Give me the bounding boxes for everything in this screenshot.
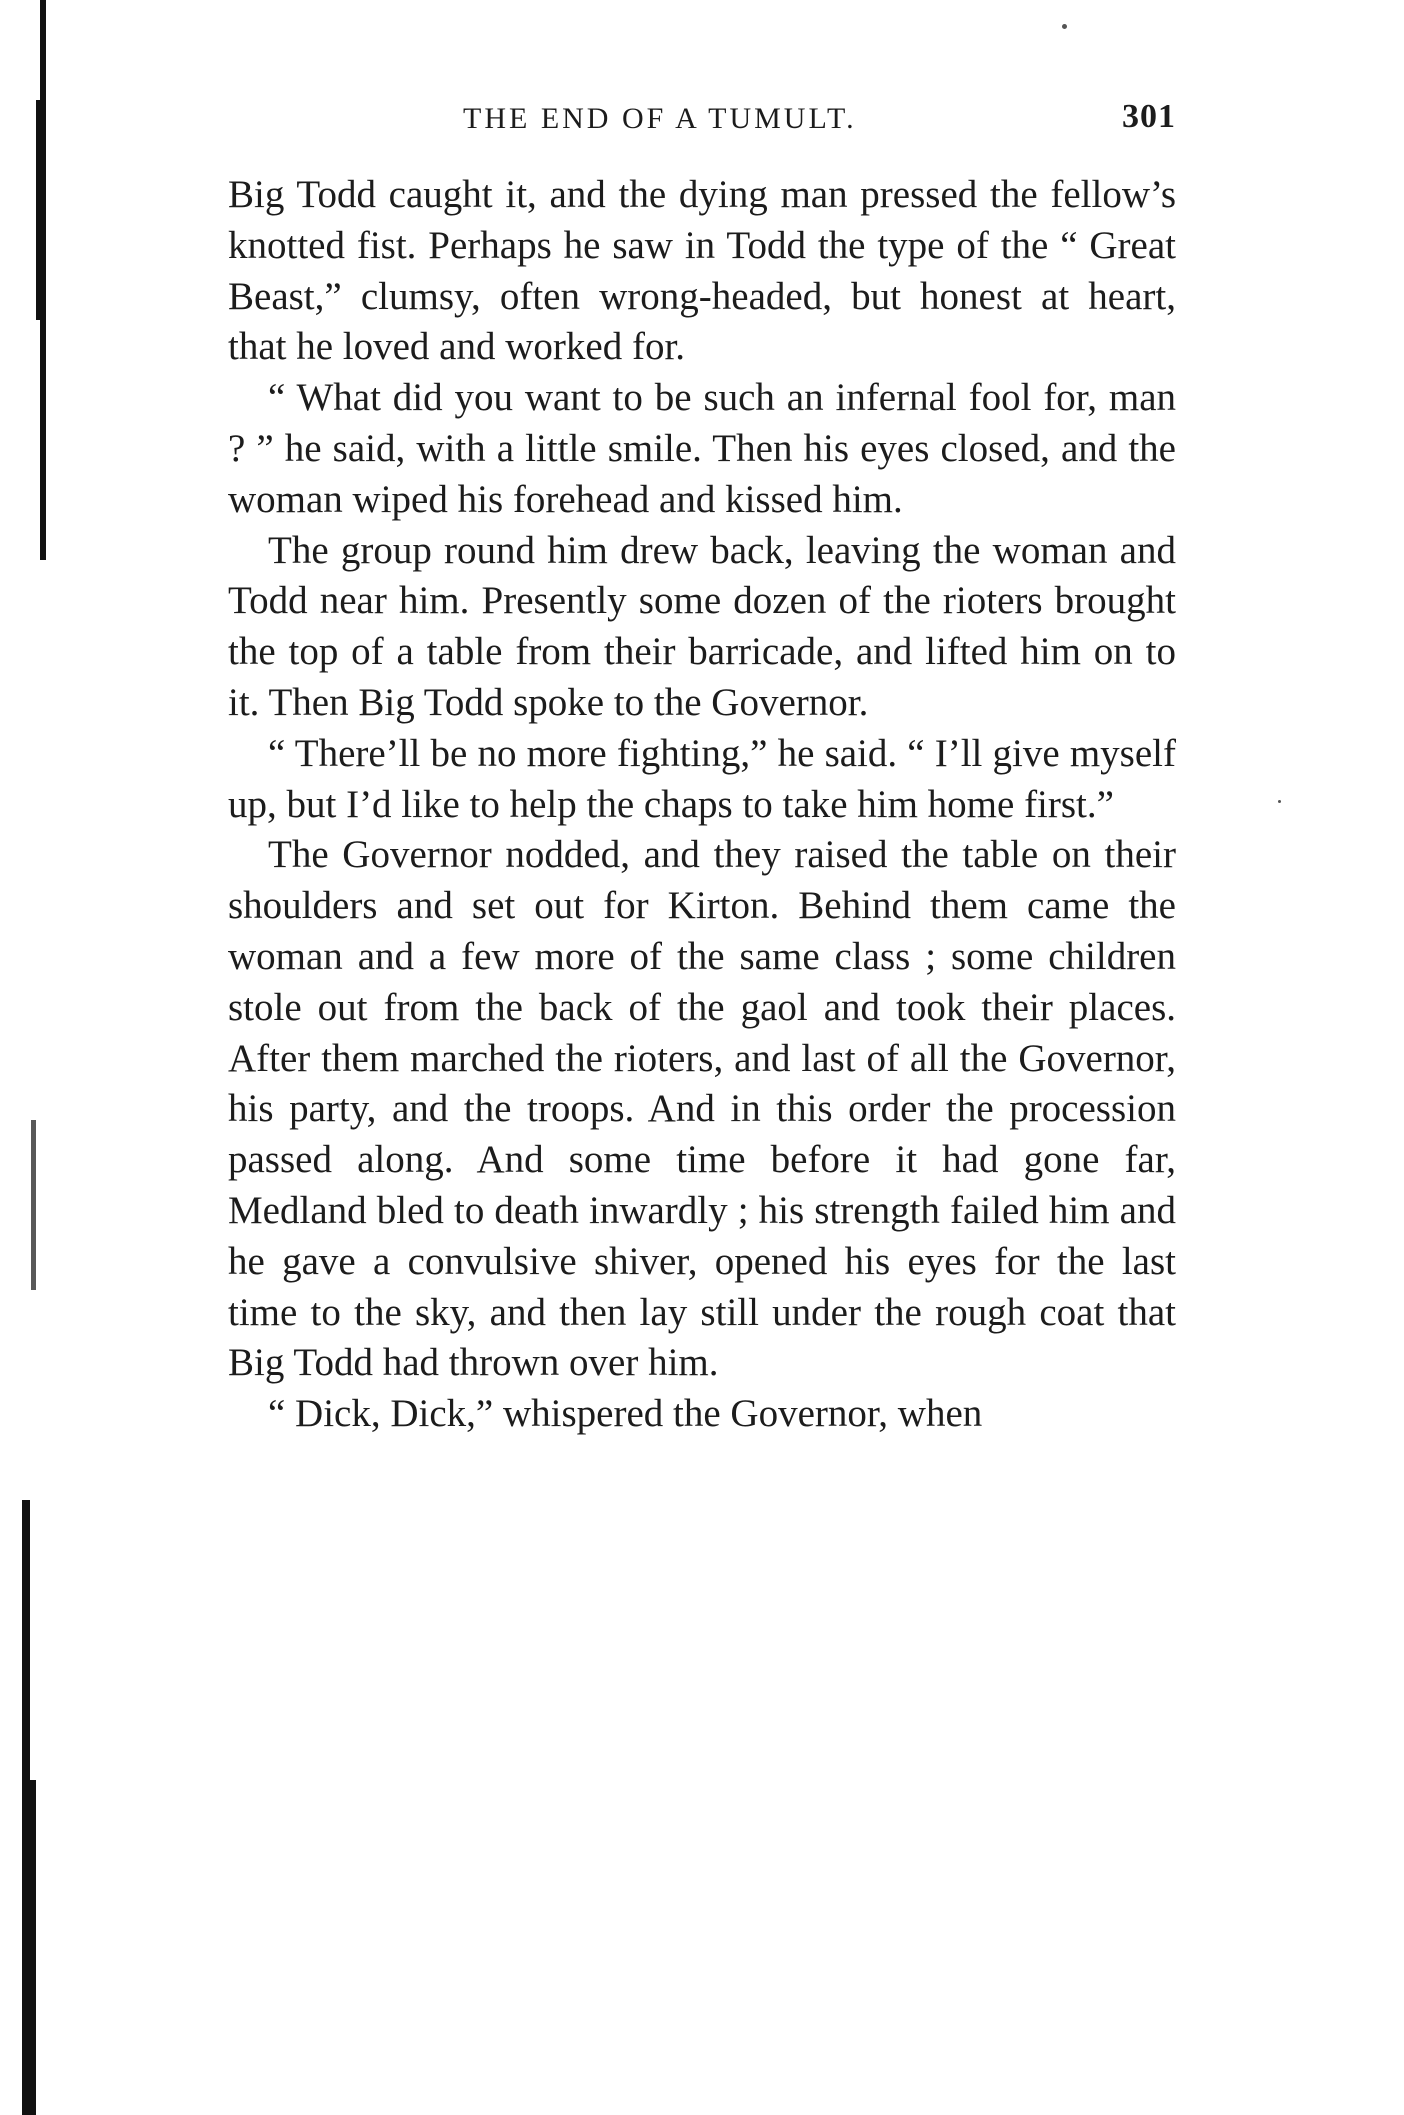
paragraph: The group round him drew back, leaving the woman and Todd near him. Presently some dozen of the rioters brought the top of a table from their barricade, and lifted him on to it. Then Big Todd spoke to the Governor. [228,528,1176,724]
page-number: 301 [1122,98,1176,135]
paragraph: The Governor nodded, and they raised the table on their shoulders and set out for Kirton. Behind them came the woman and a few more of the same class ; some children stole out from the back of the gaol and took their places. After them marched the rioters, and last of all the Governor, his party, and the troops. And in this order the procession passed along. And some time before it had gone far, Medland bled to death inwardly ; his strength failed him and he gave a convulsive shiver, opened his eyes for the last time to the sky, and then lay still under the rough coat that Big Todd had thrown over him. [228,833,1176,1385]
paragraph: “ There’ll be no more fighting,” he said. “ I’ll give myself up, but I’d like to help the chaps to take him home first.” [228,731,1176,826]
scan-speck [1278,800,1281,803]
binding-edge [0,0,70,2115]
body-text [228,170,1176,1440]
book-page [228,96,1176,1440]
scan-speck [1062,24,1067,29]
paragraph: “ What did you want to be such an infernal fool for, man ? ” he said, with a little smile. Then his eyes closed, and the woman wiped his forehead and kissed him. [228,376,1176,521]
paragraph: “ Dick, Dick,” whispered the Governor, when [268,1392,983,1436]
paragraph: Big Todd caught it, and the dying man pressed the fellow’s knotted fist. Perhaps he saw in Todd the type of the “ Great Beast,” clumsy, often wrong-headed, but honest at heart, that he loved and worked for. [228,173,1176,369]
running-header [228,96,1176,146]
running-title: THE END OF A TUMULT. [463,102,857,135]
